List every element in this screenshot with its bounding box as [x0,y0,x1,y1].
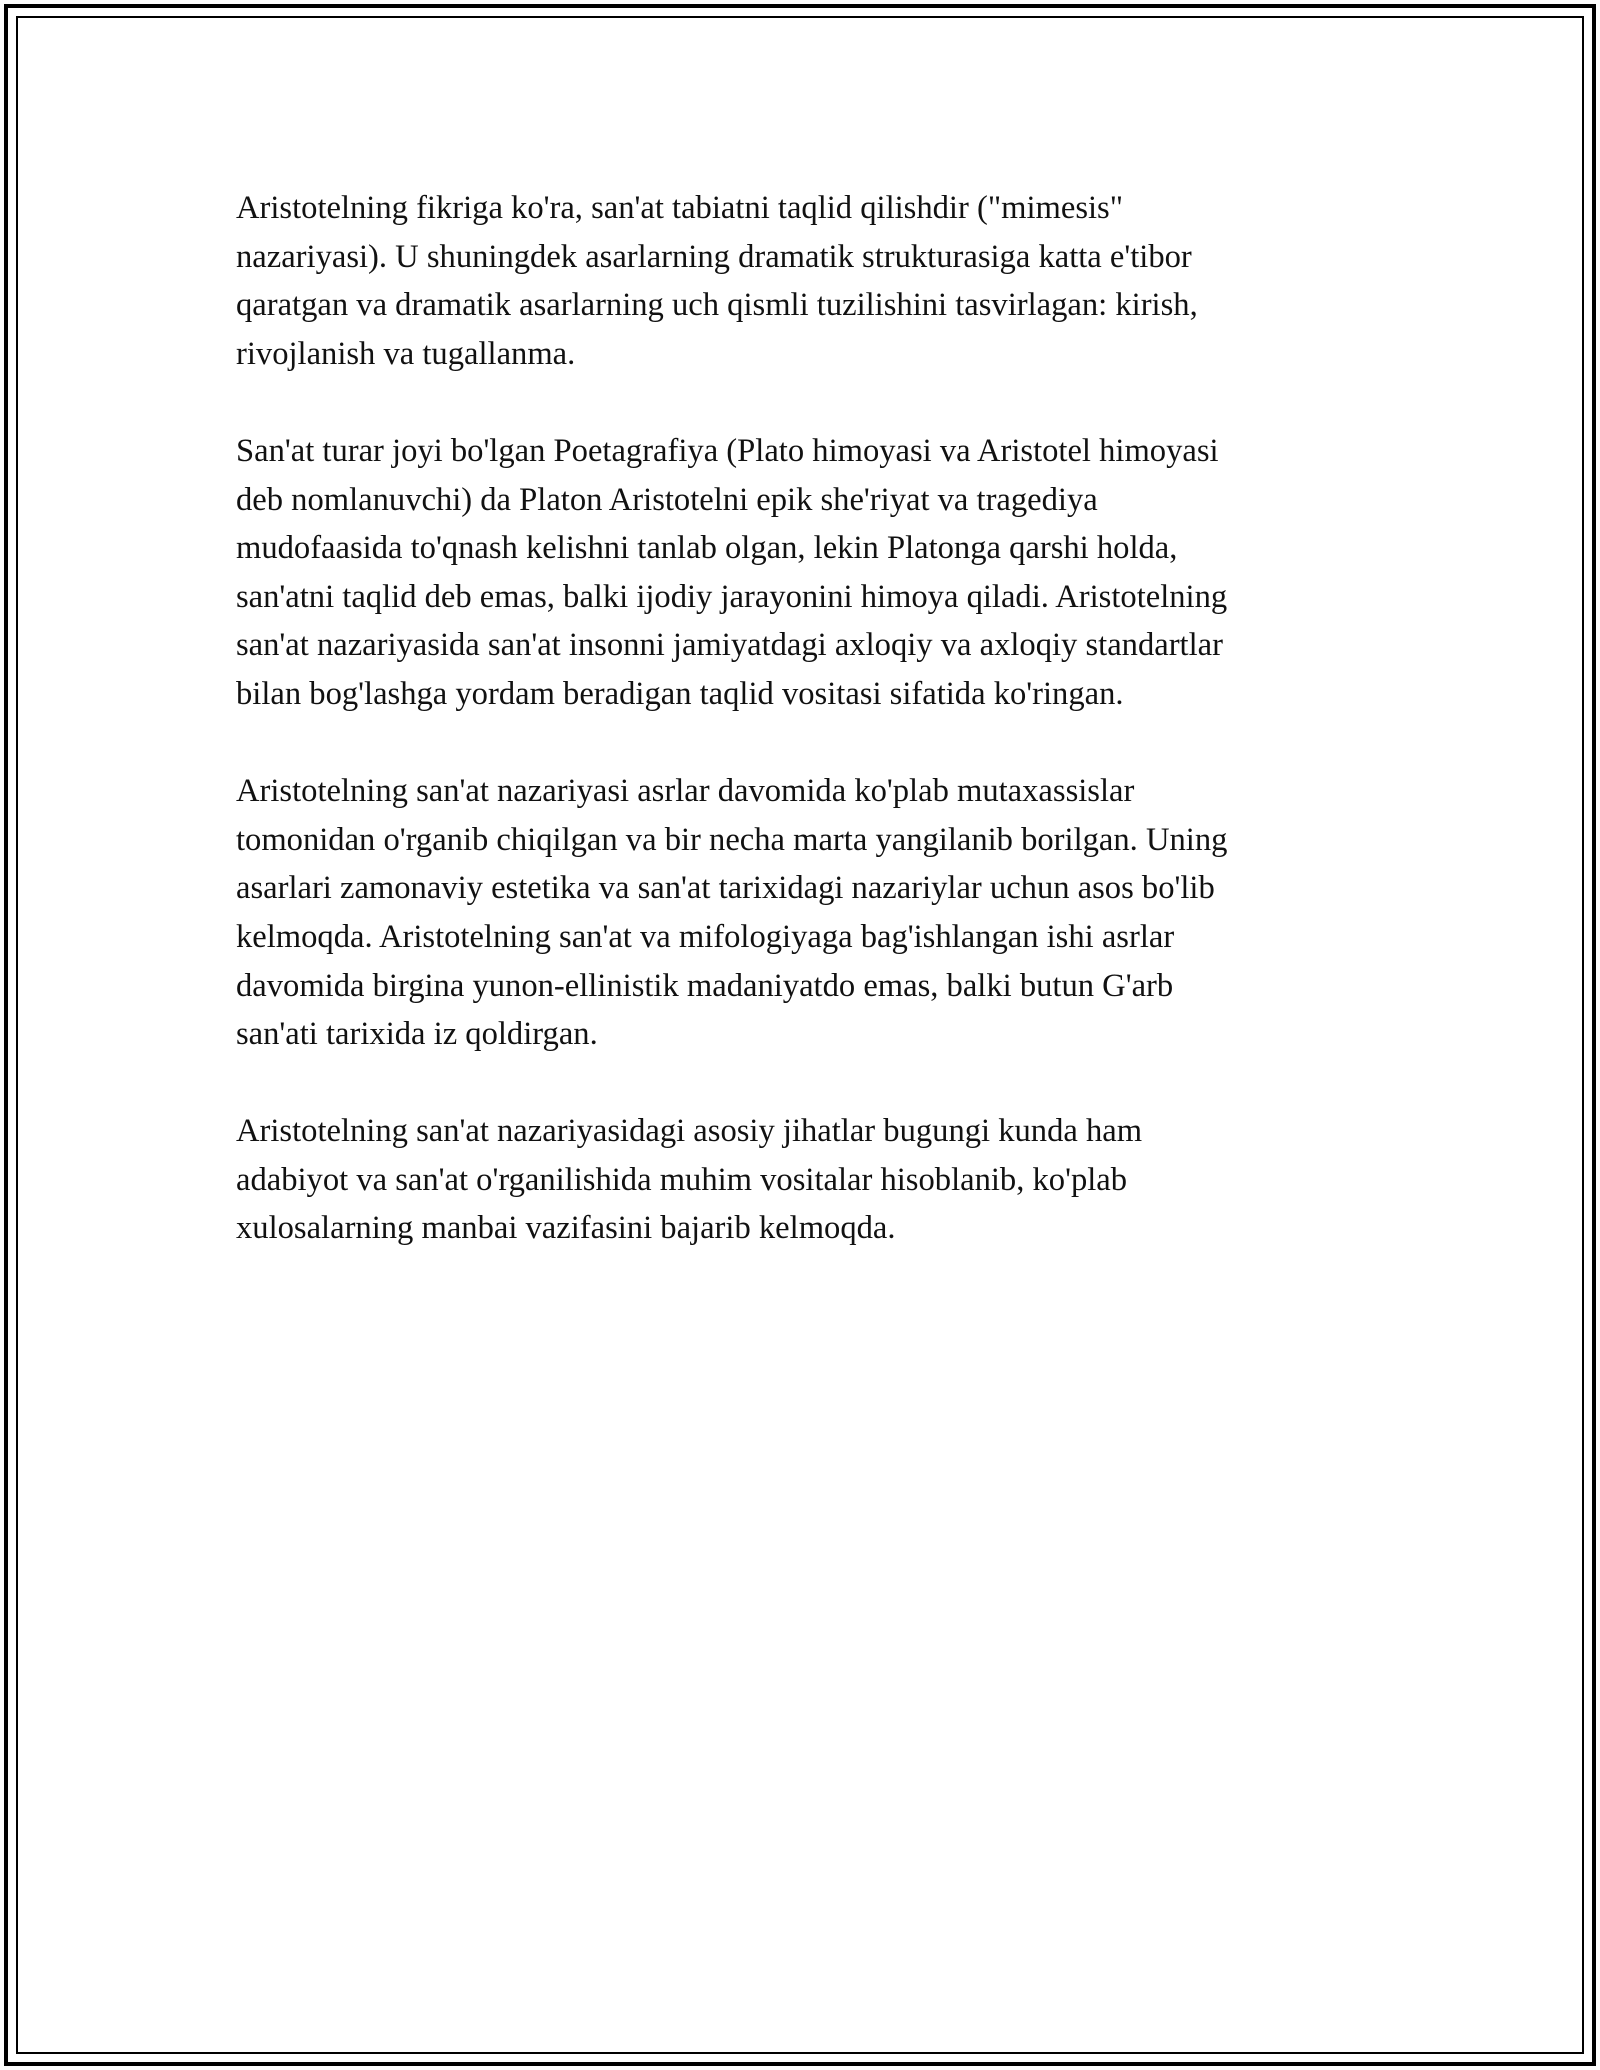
paragraph-1: Aristotelning fikriga ko'ra, san'at tabiatni taqlid qilishdir ("mimesis" nazariyasi). U shuningdek asarlarning dramatik strukturasiga katta e'tibor qaratgan va dramatik asarlarning uch qismli tuzilishini tasvirlagan: kirish, rivojlanish va tugallanma. [236,190,1198,372]
document-body [236,184,1366,1302]
paragraph-2: San'at turar joyi bo'lgan Poetagrafiya (Plato himoyasi va Aristotel himoyasi deb nomlanuvchi) da Platon Aristotelni epik she'riyat va tragediya mudofaasida to'qnash kelishni tanlab olgan, lekin Platonga qarshi holda, san'atni taqlid deb emas, balki ijodiy jarayonini himoya qiladi. Aristotelning san'at nazariyasida san'at insonni jamiyatdagi axloqiy va axloqiy standartlar bilan bog'lashga yordam beradigan taqlid vositasi sifatida ko'ringan. [236,432,1228,712]
paragraph-3: Aristotelning san'at nazariyasi asrlar davomida ko'plab mutaxassislar tomonidan o'rganib chiqilgan va bir necha marta yangilanib borilgan. Uning asarlari zamonaviy estetika va san'at tarixidagi nazariylar uchun asos bo'lib kelmoqda. Aristotelning san'at va mifologiyaga bag'ishlangan ishi asrlar davomida birgina yunon-ellinistik madaniyatdo emas, balki butun G'arb san'ati tarixida iz qoldirgan. [236,773,1228,1053]
paragraph-4: Aristotelning san'at nazariyasidagi asosiy jihatlar bugungi kunda ham adabiyot va san'at o'rganilishida muhim vositalar hisoblanib, ko'plab xulosalarning manbai vazifasini bajarib kelmoqda. [236,1113,1143,1247]
